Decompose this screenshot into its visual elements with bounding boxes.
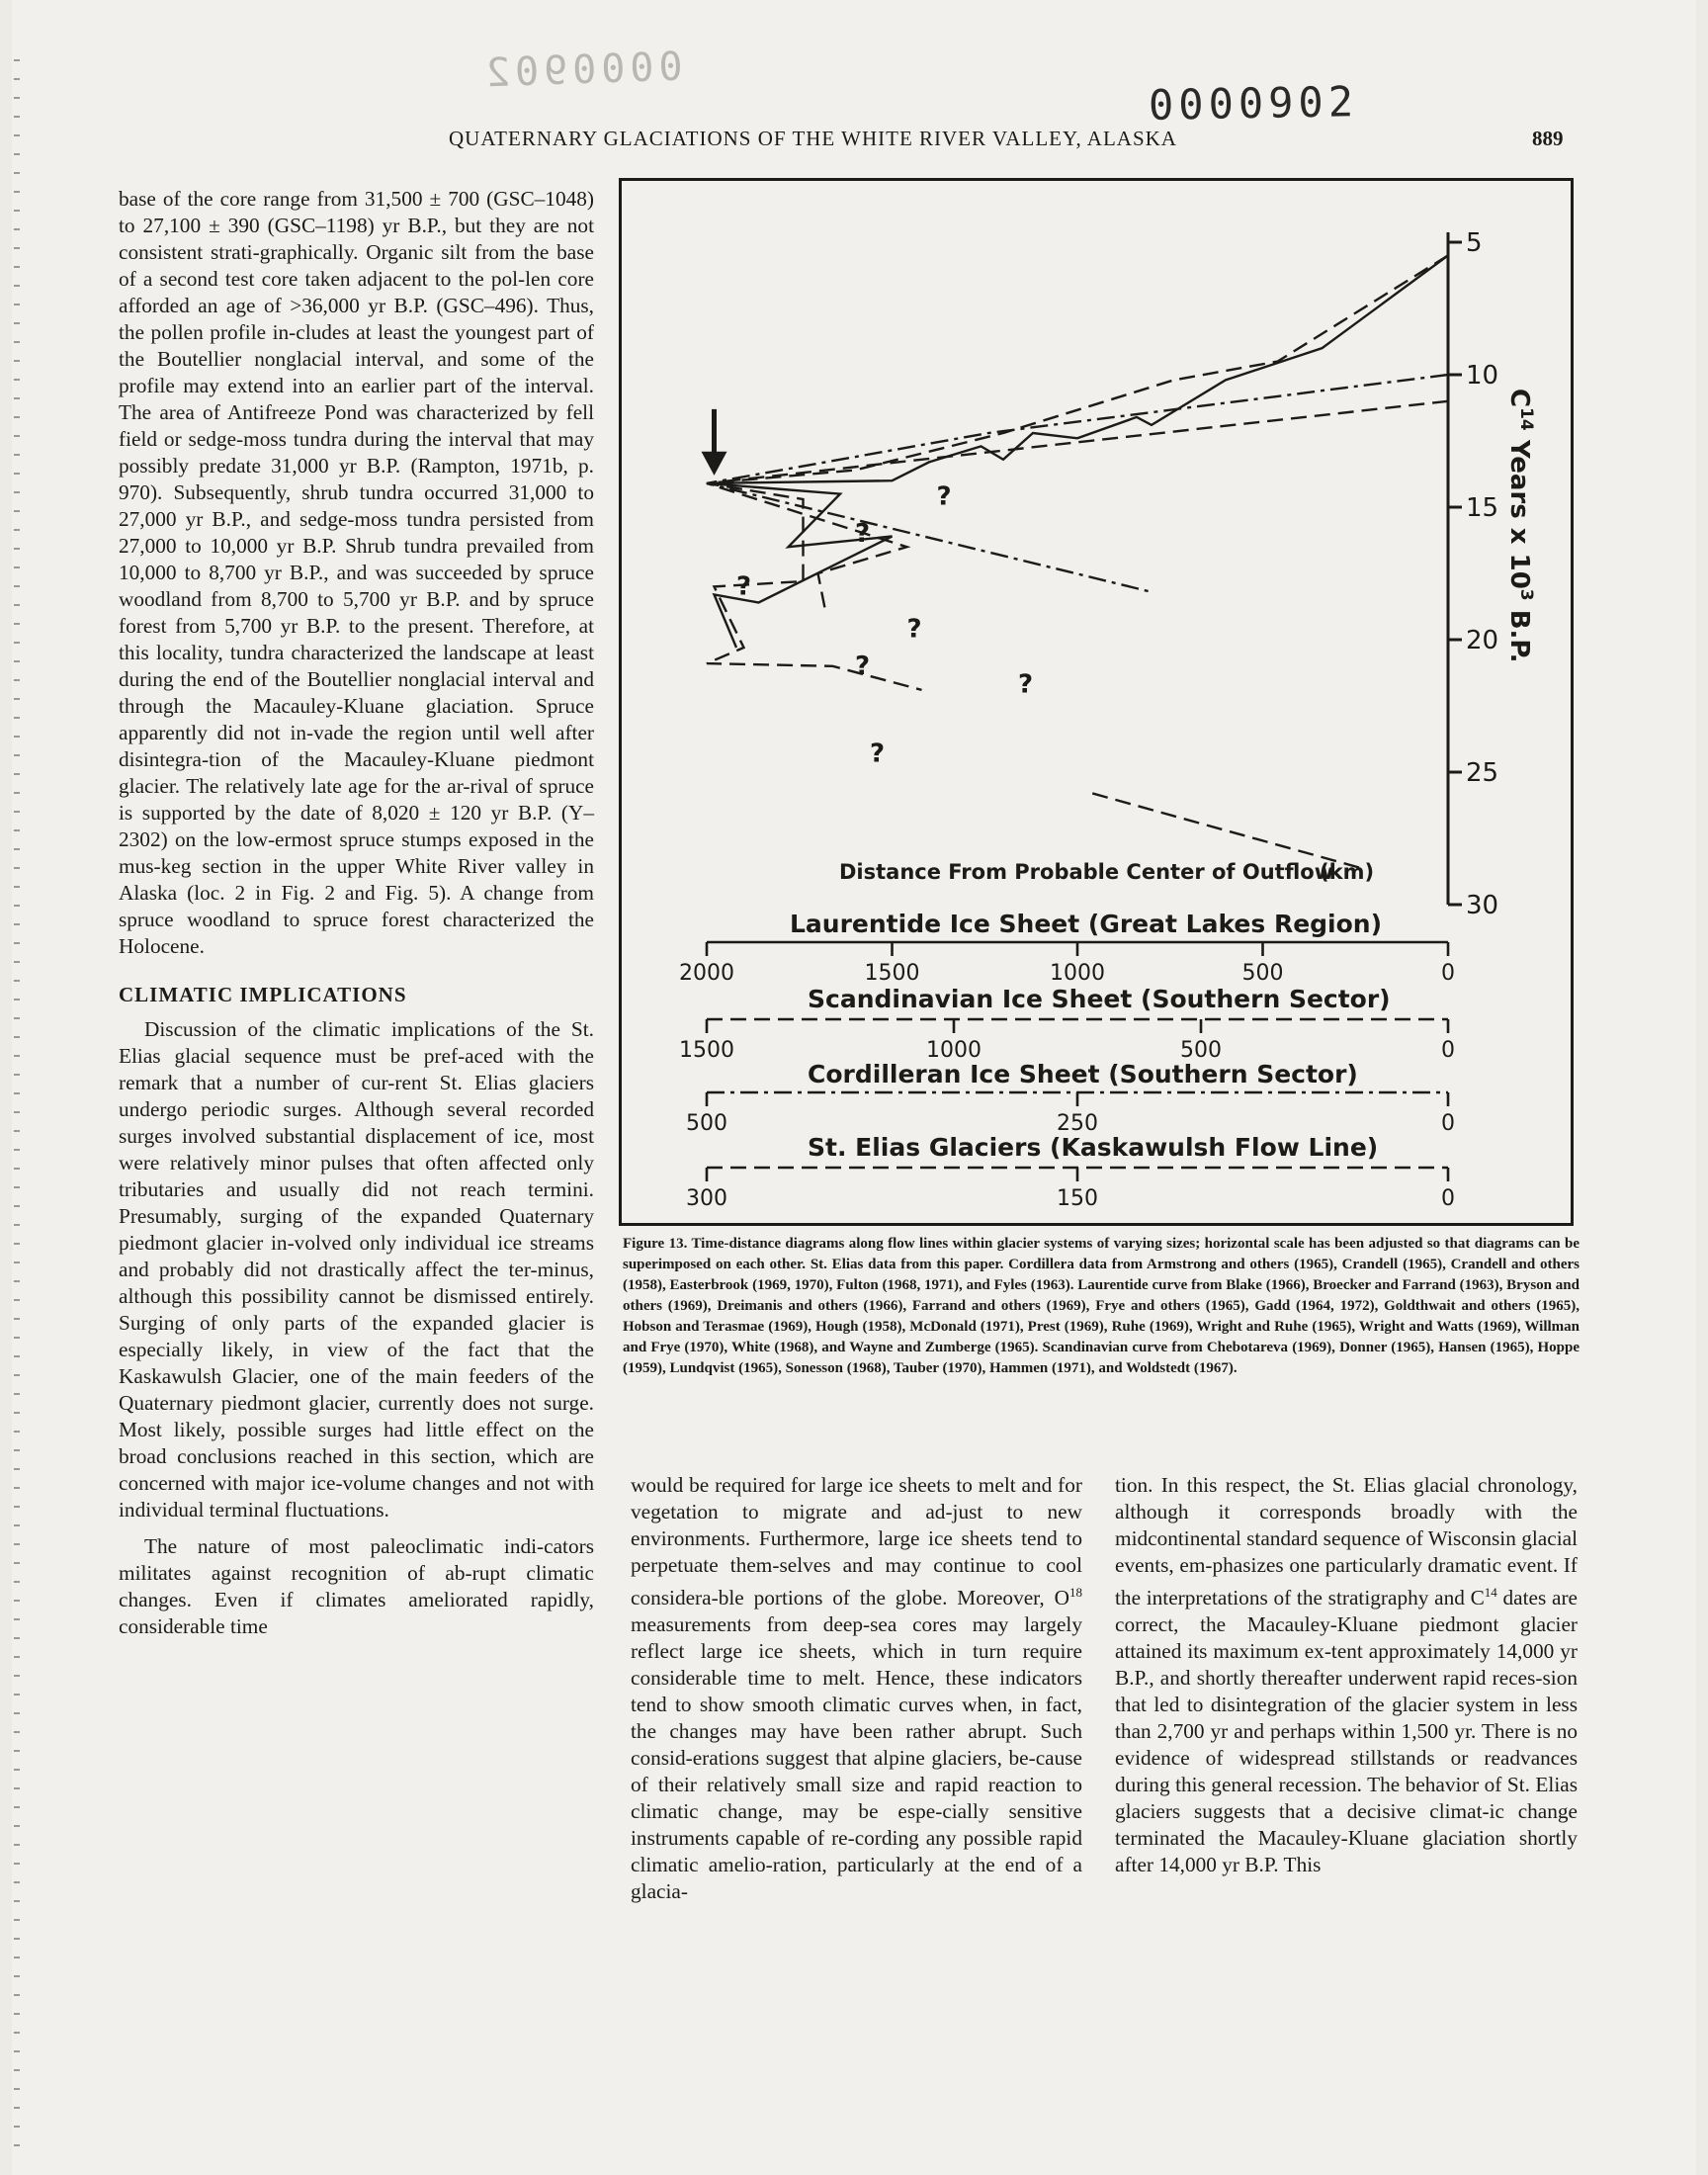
binding-edge <box>14 59 20 2155</box>
unknown-marker-5: ? <box>1018 669 1034 700</box>
scale-title-3: St. Elias Glaciers (Kaskawulsh Flow Line) <box>808 1133 1379 1162</box>
column-1 <box>119 186 594 1640</box>
document-number-stamp: 0000902 <box>1148 77 1359 130</box>
paragraph: Discussion of the climatic implications of the St. Elias glacial sequence must be pref-aced with the remark that a number of cur-rent St. Elias glaciers undergo periodic surges. Although several recorded surges involved substantial displacement of ice, most were relatively minor pulses that often affected only tributaries and usually did not reach termini. Presumably, surging of the expanded Quaternary piedmont glacier in-volved only individual ice streams and probably did not drastically affect the ter-minus, although this possibility cannot be dismissed entirely. Surging of only parts of the expanded glacier is especially likely, in view of the fact that the Kaskawulsh Glacier, one of the main feeders of the Quaternary piedmont glacier, currently does not surge. Most likely, possible surges had little effect on the broad conclusions reached in this section, which are concerned with major ice-volume changes and not with individual terminal fluctuations. <box>119 1017 594 1522</box>
unknown-marker-0: ? <box>855 518 871 549</box>
column-3 <box>1115 1472 1578 1878</box>
scale-tick-label-3-300: 300 <box>686 1186 727 1211</box>
y-tick-label-30: 30 <box>1466 891 1499 920</box>
y-tick-label-20: 20 <box>1466 626 1499 655</box>
y-tick-label-15: 15 <box>1466 493 1499 523</box>
unknown-marker-6: ? <box>870 739 886 769</box>
caption-label: Figure 13. <box>623 1236 688 1252</box>
unknown-marker-2: ? <box>736 571 752 602</box>
page-number: 889 <box>1532 127 1564 150</box>
column-2 <box>631 1472 1082 1905</box>
journal-page <box>12 0 1696 2175</box>
scale-tick-label-0-0: 0 <box>1441 961 1455 986</box>
figure-13 <box>619 178 1574 1226</box>
scale-tick-label-0-1500: 1500 <box>864 961 920 986</box>
scale-tick-label-2-250: 250 <box>1057 1111 1098 1136</box>
y-axis-label: $C^{14}$ Years x $10^3$ B.P. <box>1504 389 1536 663</box>
scale-tick-label-2-0: 0 <box>1441 1111 1455 1136</box>
paragraph: base of the core range from 31,500 ± 700 (GSC–1048) to 27,100 ± 390 (GSC–1198) yr B.P., but they are not consistent strati-graphically. Organic silt from the base of a second test core taken adjacent to the pol-len core afforded an age of >36,000 yr B.P. (GSC–496). Thus, the pollen profile in-cludes at least the youngest part of the Boutellier nonglacial interval, and some of the profile may extend into an earlier part of the interval. The area of Antifreeze Pond was characterized by fell field or sedge-moss tundra during the interval that may possibly predate 31,000 yr B.P. (Rampton, 1971b, p. 970). Subsequently, shrub tundra occurred 31,000 to 27,000 yr B.P., and sedge-moss tundra persisted from 27,000 to 10,000 yr B.P. Shrub tundra prevailed from 10,000 to 8,700 yr B.P., and was succeeded by spruce woodland from 8,700 to 5,700 yr B.P. and by spruce forest from 5,700 yr B.P. to the present. Therefore, at this locality, tundra characterized the landscape at least during the end of the Boutellier nonglacial interval and through the Macauley-Kluane glaciation. Spruce apparently did not in-vade the region until well after disintegra-tion of the Macauley-Kluane piedmont glacier. The relatively late age for the ar-rival of spruce is supported by the date of 8,020 ± 120 yr B.P. (Y–2302) on the low-ermost spruce stumps exposed in the mus-keg section in the upper White River valley in Alaska (loc. 2 in Fig. 2 and Fig. 5). A change from spruce woodland to spruce forest characterized the Holocene. <box>119 187 594 958</box>
scale-tick-label-3-150: 150 <box>1057 1186 1098 1211</box>
series-line-2 <box>707 375 1448 592</box>
series-line-4 <box>1092 793 1359 867</box>
scale-title-0: Laurentide Ice Sheet (Great Lakes Region) <box>790 910 1383 938</box>
maximum-arrow-head <box>702 452 727 476</box>
series-line-0 <box>707 255 1448 648</box>
caption-text: Time-distance diagrams along flow lines within glacier systems of varying sizes; horizontal scale has been adjusted so that diagrams can be superimposed on each other. St. Elias data from this paper. Cordillera data from Armstrong and others (1965), Crandell (1965), Crandell and others (1958), Easterbrook (1969, 1970), Fulton (1968, 1971), and Fyles (1963). Laurentide curve from Blake (1966), Broecker and Farrand (1963), Bryson and others (1969), Dreimanis and others (1966), Farrand and others (1969), Frye and others (1965), Gadd (1964, 1972), Goldthwait and others (1965), Hobson and Terasmae (1969), Hough (1958), McDonald (1971), Prest (1969), Ruhe (1969), Wright and Ruhe (1965), Wright and Watts (1969), Willman and Frye (1970), White (1968), and Wayne and Zumberge (1965). Scandinavian curve from Chebotareva (1969), Donner (1965), Hansen (1965), Hoppe (1959), Lundqvist (1965), Sonesson (1968), Tauber (1970), Hammen (1971), and Woldstedt (1967). <box>623 1236 1580 1376</box>
scale-title-1: Scandinavian Ice Sheet (Southern Sector) <box>808 985 1391 1013</box>
unknown-marker-1: ? <box>936 481 952 512</box>
bleed-through-stamp: 0000902 <box>480 44 684 97</box>
y-tick-label-5: 5 <box>1466 228 1483 258</box>
paragraph: would be required for large ice sheets to melt and for vegetation to migrate and ad-just to new environments. Furthermore, large ice sheets tend to perpetuate them-selves and may continue to cool considera-ble portions of the globe. Moreover, $O^{18}$ measurements from deep-sea cores may largely reflect large ice sheets, which in turn require considerable time to melt. Hence, these indicators tend to show smooth climatic curves when, in fact, the changes may have been rather abrupt. Such consid-erations suggest that alpine glaciers, be-cause of their relatively small size and rapid reaction to climatic change, may be espe-cially sensitive instruments capable of re-cording any possible rapid climatic amelio-ration, particularly at the end of a glacia- <box>631 1473 1082 1904</box>
scale-tick-label-1-1500: 1500 <box>679 1038 734 1063</box>
section-heading: CLIMATIC IMPLICATIONS <box>119 983 407 1006</box>
time-distance-chart <box>622 181 1571 1223</box>
unknown-marker-4: ? <box>855 651 871 681</box>
scale-tick-label-0-2000: 2000 <box>679 961 734 986</box>
scale-title-2: Cordilleran Ice Sheet (Southern Sector) <box>808 1060 1358 1088</box>
x-axis-unit: (km) <box>1320 860 1375 884</box>
paragraph: tion. In this respect, the St. Elias glacial chronology, although it corresponds broadly with the midcontinental standard sequence of Wisconsin glacial events, em-phasizes one particularly dramatic event. If the interpretations of the stratigraphy and $C^{14}$ dates are correct, the Macauley-Kluane piedmont glacier attained its maximum ex-tent approximately 14,000 yr B.P., and shortly thereafter underwent rapid reces-sion that led to disintegration of the glacier system in less than 2,700 yr and perhaps within 1,500 yr. There is no evidence of widespread stillstands or readvances during this general recession. The behavior of St. Elias glaciers suggests that a decisive climat-ic change terminated the Macauley-Kluane glaciation shortly after 14,000 yr B.P. This <box>1115 1473 1578 1877</box>
scale-tick-label-1-0: 0 <box>1441 1038 1455 1063</box>
series-line-3 <box>707 401 1448 611</box>
y-tick-label-10: 10 <box>1466 361 1499 391</box>
scale-tick-label-0-1000: 1000 <box>1050 961 1105 986</box>
unknown-marker-3: ? <box>906 614 922 645</box>
scale-tick-label-1-500: 500 <box>1180 1038 1222 1063</box>
scale-tick-label-1-1000: 1000 <box>926 1038 982 1063</box>
y-tick-label-25: 25 <box>1466 758 1499 788</box>
x-axis-label: Distance From Probable Center of Outflow <box>839 860 1334 884</box>
scale-tick-label-3-0: 0 <box>1441 1186 1455 1211</box>
figure-caption <box>623 1234 1580 1379</box>
scale-tick-label-2-500: 500 <box>686 1111 727 1136</box>
paragraph: The nature of most paleoclimatic indi-cators militates against recognition of ab-rupt climatic changes. Even if climates ameliorated rapidly, considerable time <box>119 1534 594 1638</box>
scale-tick-label-0-500: 500 <box>1241 961 1284 986</box>
series-line-1 <box>707 255 1448 690</box>
running-head: QUATERNARY GLACIATIONS OF THE WHITE RIVER VALLEY, ALASKA <box>449 127 1177 150</box>
